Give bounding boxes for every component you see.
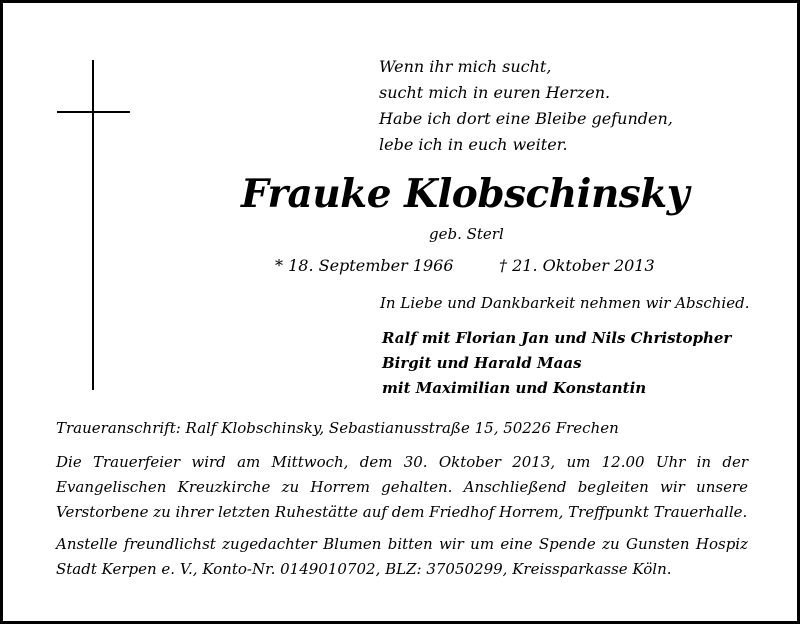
poem-line: lebe ich in euch weiter. bbox=[379, 135, 568, 154]
poem bbox=[379, 54, 673, 158]
poem-line: Habe ich dort eine Bleibe gefunden, bbox=[379, 109, 673, 128]
maiden-name: geb. Sterl bbox=[429, 225, 504, 243]
mourner: Birgit und Harald Maas bbox=[382, 354, 582, 372]
death-date: † 21. Oktober 2013 bbox=[499, 256, 655, 275]
deceased-name: Frauke Klobschinsky bbox=[241, 171, 689, 217]
mourner: mit Maximilian und Konstantin bbox=[382, 379, 647, 397]
mourners-list bbox=[382, 326, 731, 401]
service-details: Die Trauerfeier wird am Mittwoch, dem 30. Oktober 2013, um 12.00 Uhr in der Evangelischen Kreuzkirche zu Horrem gehalten. Anschließend begleiten wir unsere Verstorbene zu ihrer letzten Ruhestätte auf dem Friedhof Horrem, Treffpunkt Trauerhalle. bbox=[56, 453, 748, 521]
mourning-address: Traueranschrift: Ralf Klobschinsky, Sebastianusstraße 15, 50226 Frechen bbox=[56, 419, 619, 437]
farewell-line: In Liebe und Dankbarkeit nehmen wir Abschied. bbox=[380, 294, 750, 312]
cross-icon bbox=[92, 60, 94, 390]
poem-line: Wenn ihr mich sucht, bbox=[379, 57, 552, 76]
mourner: Ralf mit Florian Jan und Nils Christopher bbox=[382, 329, 732, 347]
poem-line: sucht mich in euren Herzen. bbox=[379, 83, 611, 102]
birth-date: * 18. September 1966 bbox=[275, 256, 454, 275]
donation-request: Anstelle freundlichst zugedachter Blumen bitten wir um eine Spende zu Gunsten Hospiz Stadt Kerpen e. V., Konto-Nr. 0149010702, BLZ: 37050299, Kreissparkasse Köln. bbox=[56, 535, 748, 578]
cross-icon-bar bbox=[57, 111, 130, 113]
